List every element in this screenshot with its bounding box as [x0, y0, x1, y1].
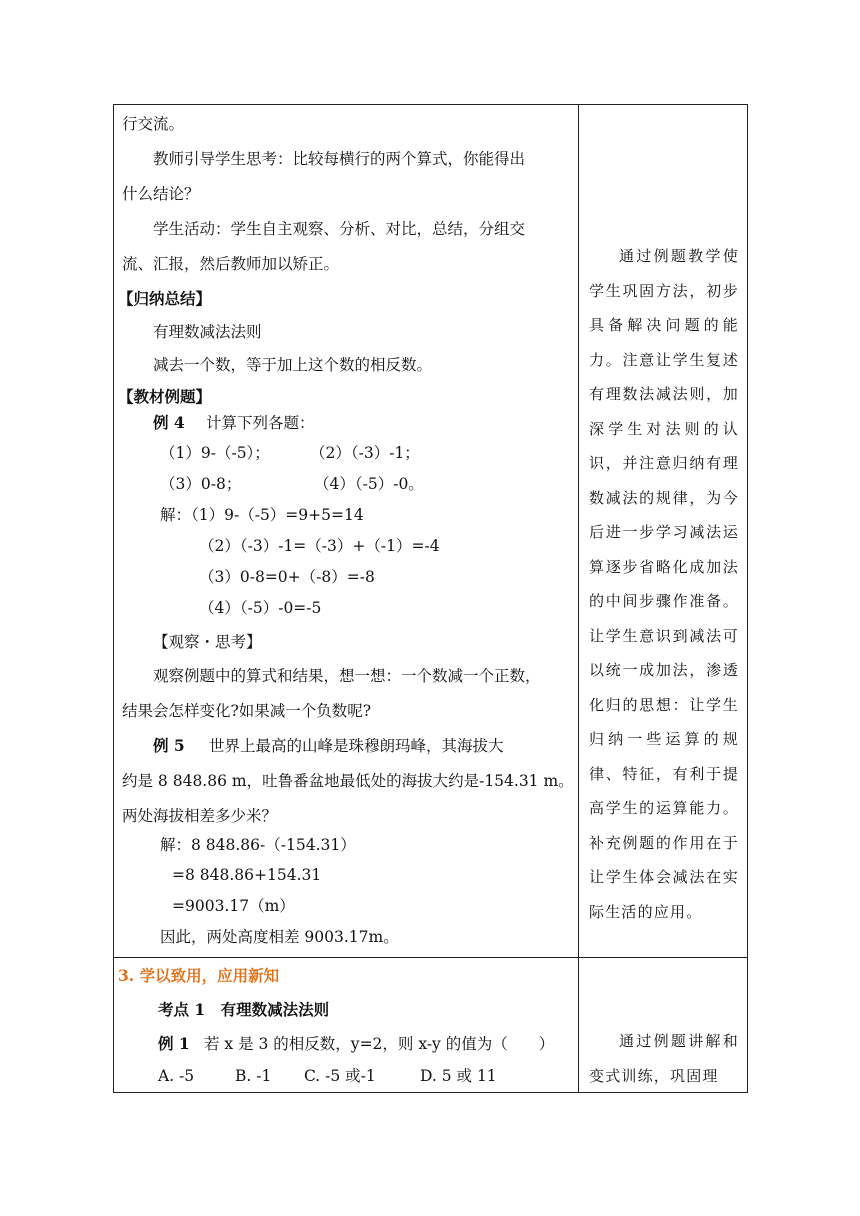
text-line: 有理数减法法则 [153, 323, 262, 341]
table-row [114, 105, 748, 958]
text-line: 解：8 848.86-（-154.31） [160, 836, 356, 854]
section-heading: 【教材例题】 [118, 387, 212, 406]
text-line: （2）（-3）-1； [310, 444, 420, 462]
text-line: 约是 8 848.86 m，吐鲁番盆地最低处的海拔大约是-154.31 m。 [122, 772, 574, 790]
text-line: 什么结论？ [122, 185, 200, 203]
table-row [114, 958, 748, 1093]
text-line: 世界上最高的山峰是珠穆朗玛峰，其海拔大 [209, 737, 504, 755]
teaching-note: 通过例题讲解和变式训练，巩固理 [589, 1032, 739, 1085]
content-cell [114, 958, 579, 1093]
text-line: 观察例题中的算式和结果，想一想：一个数减一个正数， [153, 667, 541, 685]
section-heading: 【归纳总结】 [118, 289, 212, 308]
example-label: 例 5 [153, 736, 185, 755]
content-cell [114, 105, 579, 958]
text-line: （4）（-5）-0=-5 [199, 599, 322, 617]
note-cell [579, 958, 748, 1093]
example-label: 例 4 [153, 413, 185, 432]
text-line: （3）0-8； [160, 475, 242, 493]
text-line: =9003.17（m） [172, 897, 295, 915]
question-text: 若 x 是 3 的相反数，y=2，则 x-y 的值为（ ） [204, 1035, 555, 1053]
text-line: （4）（-5）-0。 [314, 475, 424, 493]
text-line: 两处海拔相差多少米？ [122, 807, 278, 825]
text-line: 学生活动：学生自主观察、分析、对比，总结，分组交 [153, 220, 526, 238]
text-line: （2）（-3）-1=（-3）+（-1）=-4 [199, 537, 440, 555]
lesson-table [113, 104, 748, 1093]
text-line: 计算下列各题： [206, 414, 315, 432]
section-heading: 【观察・思考】 [153, 633, 262, 651]
text-line: 结果会怎样变化?如果减一个负数呢? [122, 702, 372, 720]
topic-title: 考点 1 有理数减法法则 [158, 1000, 330, 1019]
text-line: 减去一个数，等于加上这个数的相反数。 [153, 356, 433, 374]
text-line: （1）9-（-5）； [160, 444, 270, 462]
teaching-note: 通过例题教学使学生巩固方法，初步具备解决问题的能力。注意让学生复述有理数法减法则，加深学生对法则的认识，并注意归纳有理数减法的规律，为今后进一步学习减法运算逐步省略化成加法的中间步骤作准备。让学生意识到减法可以统一成加法，渗透化归的思想：让学生归纳一些运算的规律、特征，有利于提高学生的运算能力。补充例题的作用在于让学生体会减法在实际生活的应用。 [589, 247, 739, 921]
text-line: 流、汇报，然后教师加以矫正。 [122, 255, 340, 273]
text-line: =8 848.86+154.31 [172, 866, 322, 884]
option-c: C. -5 或-1 [304, 1067, 376, 1085]
note-cell [579, 105, 748, 958]
section-heading: 3. 学以致用，应用新知 [118, 966, 280, 985]
text-line: 行交流。 [122, 115, 185, 133]
option-b: B. -1 [235, 1067, 272, 1085]
text-line: 教师引导学生思考：比较每横行的两个算式，你能得出 [153, 150, 526, 168]
option-a: A. -5 [158, 1067, 195, 1085]
option-d: D. 5 或 11 [420, 1067, 497, 1085]
text-line: 因此，两处高度相差 9003.17m。 [160, 928, 399, 946]
text-line: （3）0-8=0+（-8）=-8 [199, 568, 375, 586]
text-line: 解：（1）9-（-5）=9+5=14 [160, 506, 364, 524]
example-label: 例 1 [158, 1034, 190, 1053]
